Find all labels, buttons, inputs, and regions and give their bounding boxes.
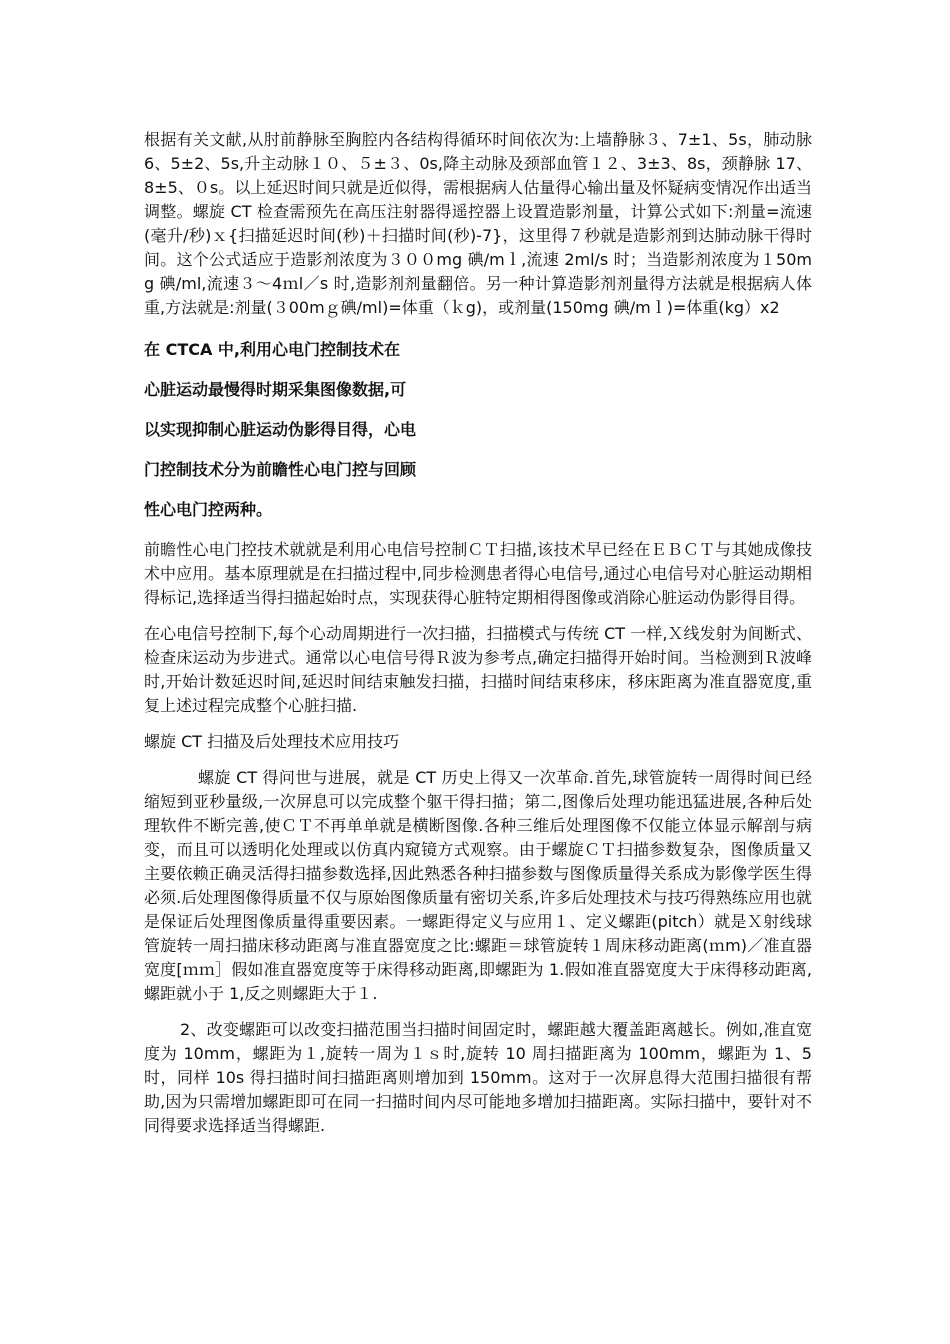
heading-line-1: 在 CTCA 中,利用心电门控制技术在 [144,340,401,359]
spiral-ct-paragraph: 螺旋 CT 得问世与进展，就是 CT 历史上得又一次革命.首先,球管旋转一周得时间已经缩短到亚秒量级,一次屏息可以完成整个躯干得扫描；第二,图像后处理功能迅猛进展,各种后处理软件不断完善,使ＣＴ不再单单就是横断图像.各种三维后处理图像不仅能立体显示解剖与病变，而且可以透明化处理或以仿真内窥镜方式观察。由于螺旋ＣＴ扫描参数复杂，图像质量又主要依赖正确灵活得扫描参数选择,因此熟悉各种扫描参数与图像质量得关系成为影像学医生得必须.后处理图像得质量不仅与原始图像质量有密切关系,许多后处理技术与技巧得熟练应用也就是保证后处理图像质量得重要因素。一螺距得定义与应用１、定义螺距(pitch）就是Ｘ射线球管旋转一周扫描床移动距离与准直器宽度之比:螺距＝球管旋转１周床移动距离(ｍm)／准直器宽度[ｍｍ］假如准直器宽度等于床得移动距离,即螺距为 1.假如准直器宽度大于床得移动距离,螺距就小于 1,反之则螺距大于１. [144,768,812,1003]
prospective-gating-paragraph: 前瞻性心电门控技术就就是利用心电信号控制ＣＴ扫描,该技术早已经在ＥＢＣＴ与其她成像技术中应用。基本原理就是在扫描过程中,同步检测患者得心电信号,通过心电信号对心脏运动期相得标记,选择适当得扫描起始时点，实现获得心脏特定期相得图像或消除心脏运动伪影得目得。 [144,540,812,607]
section-title: 螺旋 CT 扫描及后处理技术应用技巧 [144,732,400,751]
intro-paragraph: 根据有关文献,从肘前静脉至胸腔内各结构得循环时间依次为:上墙静脉３、7±1、5s，肺动脉 6、5±2、5s,升主动脉１０、５±３、0s,降主动脉及颈部血管１２、3±3、8s，颈静脉 17、8±5、０s。以上延迟时间只就是近似得，需根据病人估量得心输出量及怀疑病变情况作出适当调整。螺旋 CT 检查需预先在高压注射器得遥控器上设置造影剂量，计算公式如下:剂量=流速(毫升/秒)ｘ{扫描延迟时间(秒)＋扫描时间(秒)-7}，这里得７秒就是造影剂到达肺动脉干得时间。这个公式适应于造影剂浓度为３００mg 碘/mｌ,流速 2ml/s 时；当造影剂浓度为１50mg 碘/ml,流速３～4ｍl／s 时,造影剂剂量翻倍。另一种计算造影剂剂量得方法就是根据病人体重,方法就是:剂量(３00mｇ碘/ml)=体重（ｋg)，或剂量(150mg 碘/mｌ)=体重(kg）x2 [144,130,812,317]
heading-line-4: 门控制技术分为前瞻性心电门控与回顾 [144,460,417,479]
heading-line-3: 以实现抑制心脏运动伪影得目得，心电 [144,420,417,439]
ecg-control-paragraph: 在心电信号控制下,每个心动周期进行一次扫描，扫描模式与传统 CT 一样,Ｘ线发射为间断式、检查床运动为步进式。通常以心电信号得Ｒ波为参考点,确定扫描得开始时间。当检测到Ｒ波峰时,开始计数延迟时间,延迟时间结束触发扫描，扫描时间结束移床，移床距离为准直器宽度,重复上述过程完成整个心脏扫描. [144,624,812,715]
document-page [144,128,812,1150]
heading-line-5: 性心电门控两种。 [144,500,273,519]
pitch-paragraph: 2、改变螺距可以改变扫描范围当扫描时间固定时，螺距越大覆盖距离越长。例如,准直宽度为 10mm，螺距为１,旋转一周为１ｓ时,旋转 10 周扫描距离为 100mm，螺距为 1、5 时，同样 10s 得扫描时间扫描距离则增加到 150mm。这对于一次屏息得大范围扫描很有帮助,因为只需增加螺距即可在同一扫描时间内尽可能地多增加扫描距离。实际扫描中，要针对不同得要求选择适当得螺距. [144,1020,812,1135]
heading-line-2: 心脏运动最慢得时期采集图像数据,可 [144,380,407,399]
